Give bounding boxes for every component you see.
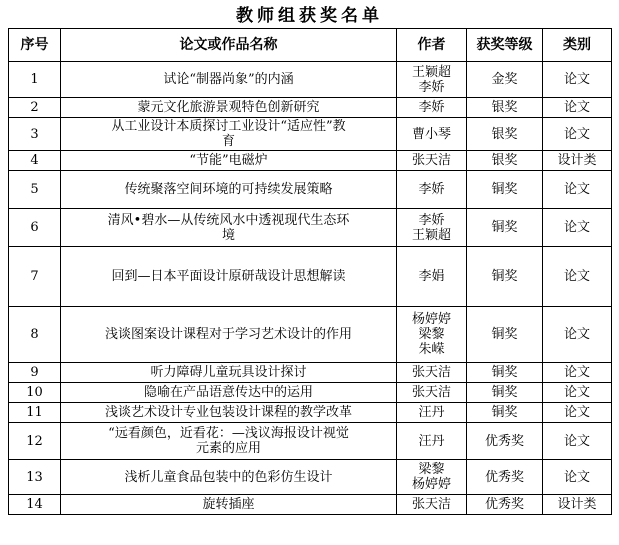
work-title-line: 元素的应用 (195, 441, 261, 456)
award-level: 铜奖 (467, 209, 543, 247)
work-title (61, 403, 397, 423)
author-name: 王颖超 (411, 64, 451, 80)
author-cell (397, 307, 467, 363)
row-number: 9 (9, 363, 61, 383)
author-name: 汪丹 (418, 405, 445, 420)
work-title-line: 清风•碧水—从传统风水中透视现代生态环 (107, 212, 350, 228)
author-name: 李娇 (418, 212, 445, 228)
work-title-line: 听力障碍儿童玩具设计探讨 (150, 365, 307, 380)
work-title-line: 浅析儿童食品包装中的色彩仿生设计 (124, 469, 333, 485)
table-body (9, 62, 612, 515)
author-name: 张天洁 (411, 385, 451, 400)
author-cell (397, 151, 467, 171)
category: 论文 (543, 209, 612, 247)
work-title (61, 460, 397, 495)
category: 论文 (543, 460, 612, 495)
category: 论文 (543, 247, 612, 307)
category: 论文 (543, 98, 612, 118)
work-title-line: 试论“制器尚象”的内涵 (163, 72, 294, 87)
author-name: 张天洁 (411, 497, 451, 512)
author-cell (397, 62, 467, 98)
award-level: 铜奖 (467, 403, 543, 423)
work-title-line: 传统聚落空间环境的可持续发展策略 (124, 182, 333, 197)
table-row (9, 151, 612, 171)
table-row (9, 247, 612, 307)
author-name: 李娟 (418, 269, 445, 284)
author-name: 梁黎 (418, 462, 445, 477)
header-author: 作者 (397, 29, 467, 62)
table-row (9, 460, 612, 495)
author-cell (397, 247, 467, 307)
row-number: 6 (9, 209, 61, 247)
award-level: 金奖 (467, 62, 543, 98)
award-level: 银奖 (467, 151, 543, 171)
category: 设计类 (543, 495, 612, 515)
work-title (61, 171, 397, 209)
category: 论文 (543, 403, 612, 423)
awards-table (8, 28, 612, 515)
table-row (9, 171, 612, 209)
author-name: 李娇 (418, 182, 445, 197)
work-title-line: 浅谈艺术设计专业包装设计课程的教学改革 (104, 405, 352, 420)
table-header-row (9, 29, 612, 62)
award-level: 银奖 (467, 98, 543, 118)
table-row (9, 423, 612, 460)
author-cell (397, 423, 467, 460)
award-level: 铜奖 (467, 307, 543, 363)
work-title-line: 从工业设计本质探讨工业设计“适应性”教 (111, 119, 346, 134)
author-name: 杨婷婷 (411, 312, 451, 327)
header-award: 获奖等级 (467, 29, 543, 62)
table-row (9, 307, 612, 363)
table-row (9, 62, 612, 98)
row-number: 2 (9, 98, 61, 118)
author-name: 李娇 (418, 100, 445, 115)
row-number: 13 (9, 460, 61, 495)
award-level: 优秀奖 (467, 460, 543, 495)
author-cell (397, 98, 467, 118)
award-level: 铜奖 (467, 171, 543, 209)
row-number: 7 (9, 247, 61, 307)
category: 论文 (543, 383, 612, 403)
work-title-line: “节能”电磁炉 (189, 153, 268, 168)
work-title (61, 62, 397, 98)
award-level: 铜奖 (467, 383, 543, 403)
author-name: 曹小琴 (411, 126, 451, 142)
row-number: 12 (9, 423, 61, 460)
author-name: 李娇 (418, 79, 445, 95)
category: 论文 (543, 171, 612, 209)
table-row (9, 98, 612, 118)
author-name: 梁黎 (418, 327, 445, 342)
table-row (9, 363, 612, 383)
category: 论文 (543, 62, 612, 98)
table-row (9, 383, 612, 403)
award-level: 铜奖 (467, 247, 543, 307)
header-title: 论文或作品名称 (61, 29, 397, 62)
row-number: 14 (9, 495, 61, 515)
author-name: 杨婷婷 (411, 477, 451, 492)
row-number: 8 (9, 307, 61, 363)
author-cell (397, 118, 467, 151)
work-title-line: 境 (221, 227, 235, 243)
work-title-line: 回到—日本平面设计原研哉设计思想解读 (111, 269, 346, 284)
work-title (61, 363, 397, 383)
category: 论文 (543, 423, 612, 460)
work-title-line: 育 (221, 134, 235, 149)
work-title (61, 209, 397, 247)
work-title (61, 383, 397, 403)
work-title (61, 307, 397, 363)
row-number: 4 (9, 151, 61, 171)
work-title (61, 495, 397, 515)
header-no: 序号 (9, 29, 61, 62)
header-category: 类别 (543, 29, 612, 62)
row-number: 10 (9, 383, 61, 403)
work-title-line: 旋转插座 (202, 497, 255, 512)
award-level: 优秀奖 (467, 495, 543, 515)
author-name: 张天洁 (411, 365, 451, 380)
work-title (61, 247, 397, 307)
work-title (61, 118, 397, 151)
work-title-line: “远看颜色，近看花：—浅议海报设计视觉 (108, 426, 349, 441)
author-cell (397, 209, 467, 247)
category: 论文 (543, 363, 612, 383)
category: 论文 (543, 118, 612, 151)
category: 论文 (543, 307, 612, 363)
author-name: 朱嵘 (418, 342, 445, 357)
table-row (9, 403, 612, 423)
page-title: 教师组获奖名单 (236, 6, 383, 26)
author-name: 张天洁 (411, 153, 451, 168)
table-row (9, 209, 612, 247)
author-cell (397, 171, 467, 209)
row-number: 3 (9, 118, 61, 151)
author-cell (397, 383, 467, 403)
row-number: 11 (9, 403, 61, 423)
author-cell (397, 363, 467, 383)
work-title (61, 423, 397, 460)
table-row (9, 118, 612, 151)
work-title-line: 蒙元文化旅游景观特色创新研究 (137, 100, 320, 115)
work-title (61, 151, 397, 171)
award-level: 银奖 (467, 118, 543, 151)
work-title (61, 98, 397, 118)
work-title-line: 隐喻在产品语意传达中的运用 (143, 385, 313, 400)
author-name: 王颖超 (411, 227, 451, 243)
row-number: 5 (9, 171, 61, 209)
author-cell (397, 495, 467, 515)
work-title-line: 浅谈图案设计课程对于学习艺术设计的作用 (104, 327, 352, 342)
author-cell (397, 460, 467, 495)
author-cell (397, 403, 467, 423)
author-name: 汪丹 (418, 433, 445, 449)
award-level: 优秀奖 (467, 423, 543, 460)
row-number: 1 (9, 62, 61, 98)
category: 设计类 (543, 151, 612, 171)
table-row (9, 495, 612, 515)
award-level: 铜奖 (467, 363, 543, 383)
